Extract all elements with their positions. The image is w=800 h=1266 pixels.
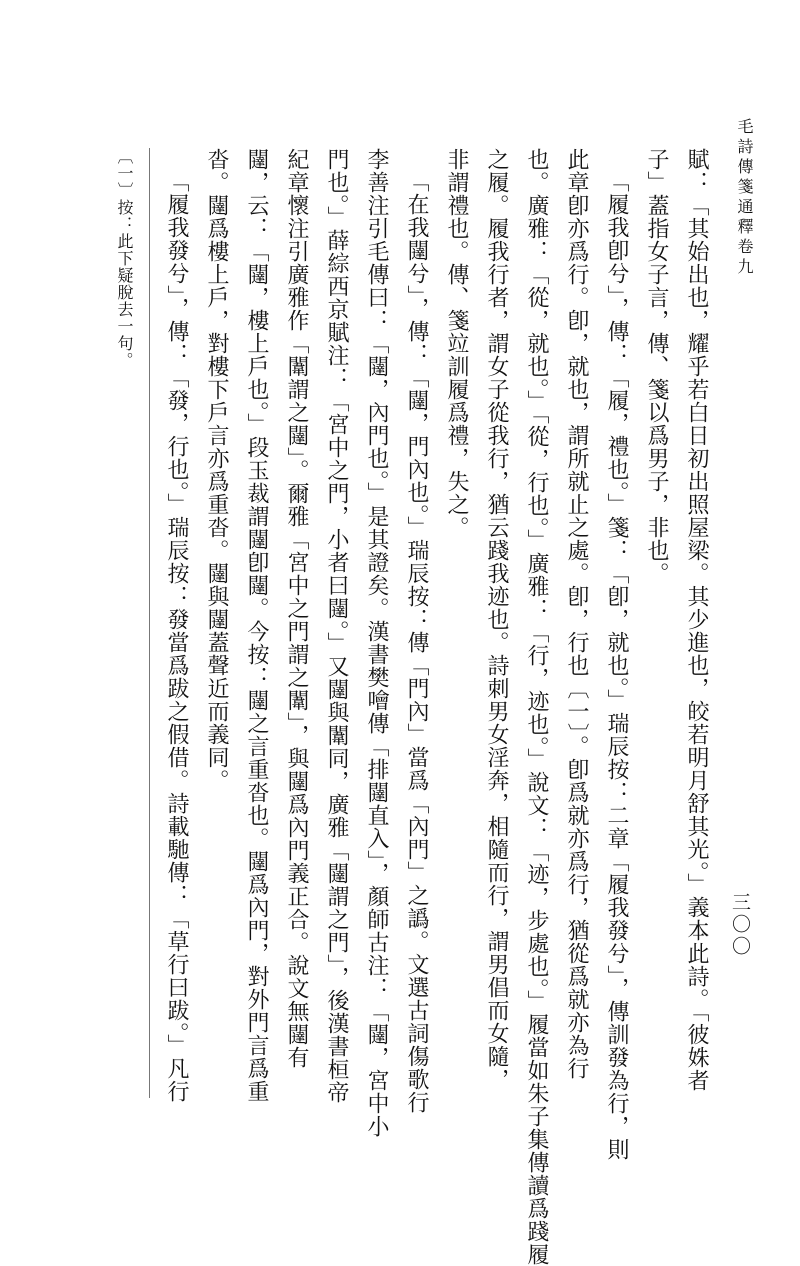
text-column: 沓。闥爲樓上戶，對樓下戶言亦爲重沓。闥與闥蓋聲近而義同。	[204, 148, 229, 792]
text-column: 紀章懷注引廣雅作「闈謂之闥」。爾雅「宮中之門謂之闈」，與闥爲內門義正合。說文無闥有	[284, 148, 309, 1069]
text-column: 非謂禮也。傳、箋竝訓履爲禮，失之。	[444, 148, 469, 539]
text-column: 「履我發兮」，傳：「發，行也。」瑞辰按：發當爲跋之假借。詩載馳傳：「草行曰跋。」凡行	[164, 170, 189, 1103]
text-column: 此章卽亦爲行。卽，就也，謂所就止之處。卽，行也〔一〕。卽爲就亦爲行，猶從爲就亦為行	[564, 148, 589, 1080]
running-title: 毛詩傳箋通釋卷九	[735, 118, 754, 278]
text-column: 「履我卽兮」，傳：「履，禮也。」箋：「卽，就也。」瑞辰按：二章「履我發兮」，傳訓發為行，則	[604, 170, 629, 1161]
text-column: 子」蓋指女子言，傳、箋以爲男子，非也。	[644, 148, 669, 585]
text-column: 之履。履我行者，謂女子從我行，猶云踐我迹也。詩刺男女淫奔，相隨而行，謂男倡而女隨，	[484, 148, 509, 1091]
text-column: 闥，云：「闥，樓上戶也。」段玉裁謂闥卽闥。今按：闥之言重沓也。闥爲內門，對外門言爲重	[244, 148, 269, 1103]
body-text	[115, 148, 716, 1266]
text-column: 「在我闥兮」，傳：「闥，門內也。」瑞辰按：傳「門內」當爲「內門」之譌。文選古詞傷歌行	[404, 170, 429, 1114]
footnote: 〔一〕按：此下疑脫去一句。	[109, 148, 150, 1098]
text-column: 門也。」薛綜西京賦注：「宮中之門，小者曰闥。」又闥與闈同，廣雅「闥謂之門」，後漢書桓帝	[324, 148, 349, 1104]
page-number: 三〇〇	[729, 892, 751, 958]
text-column: 李善注引毛傳曰：「闥，內門也。」是其證矣。漢書樊噲傳「排闥直入」，顏師古注：「闥，宮中小	[364, 148, 389, 1138]
text-column: 賦：「其始出也，耀乎若白日初出照屋梁。其少進也，皎若明月舒其光。」義本此詩。「彼姝者	[684, 148, 709, 1092]
text-column: 也。廣雅：「從，就也。」「從，行也。」廣雅：「行，迹也。」說文：「迹，步處也。」履當如朱子集傳讀爲踐履	[524, 148, 549, 1266]
